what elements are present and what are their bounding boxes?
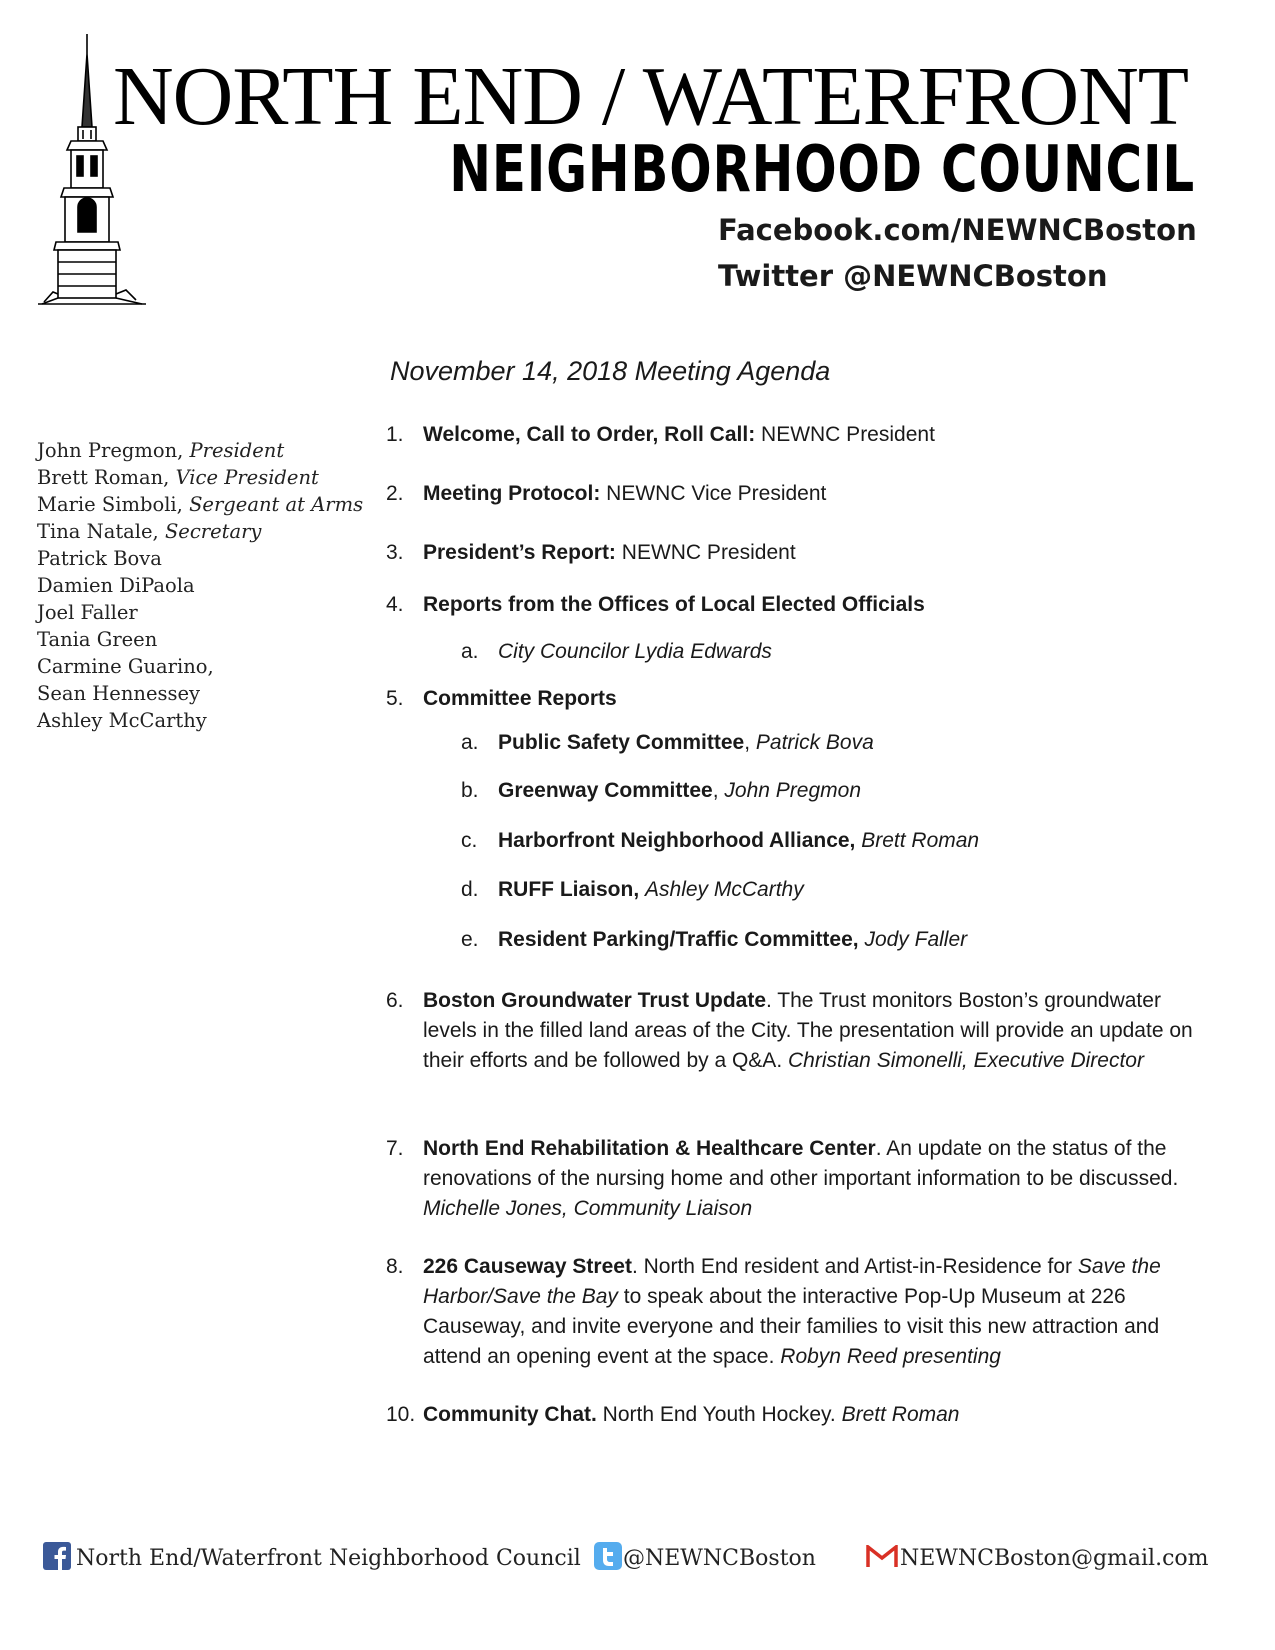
meeting-title: November 14, 2018 Meeting Agenda xyxy=(390,356,831,386)
member-item: Ashley McCarthy xyxy=(37,709,207,732)
member-item: Marie Simboli, Sergeant at Arms xyxy=(37,493,364,516)
council-member-list xyxy=(37,437,363,734)
member-item: Sean Hennessey xyxy=(37,682,201,705)
member-item: Joel Faller xyxy=(37,601,138,624)
member-item: Patrick Bova xyxy=(37,547,162,570)
footer-email-link[interactable]: NEWNCBoston@gmail.com xyxy=(900,1546,1209,1571)
member-item: Brett Roman, Vice President xyxy=(37,466,319,489)
header-twitter-handle[interactable]: Twitter @NEWNCBoston xyxy=(718,259,1108,293)
footer-twitter-handle[interactable]: @NEWNCBoston xyxy=(623,1546,816,1571)
twitter-icon[interactable] xyxy=(594,1542,622,1570)
member-item: John Pregmon, President xyxy=(37,439,285,462)
council-title-line2: NEIGHBORHOOD COUNCIL xyxy=(449,133,1195,207)
gmail-icon[interactable] xyxy=(866,1545,898,1567)
member-item: Damien DiPaola xyxy=(37,574,195,597)
member-item: Tania Green xyxy=(37,628,158,651)
facebook-icon[interactable] xyxy=(43,1542,71,1570)
council-title-line1: NORTH END / WATERFRONT xyxy=(113,50,1189,143)
member-item: Carmine Guarino, xyxy=(37,655,214,678)
footer-facebook-link[interactable]: North End/Waterfront Neighborhood Council xyxy=(76,1546,581,1571)
header-facebook-link[interactable]: Facebook.com/NEWNCBoston xyxy=(718,213,1197,247)
gmail-icon-glyph xyxy=(868,1547,896,1567)
member-item: Tina Natale, Secretary xyxy=(37,520,262,543)
